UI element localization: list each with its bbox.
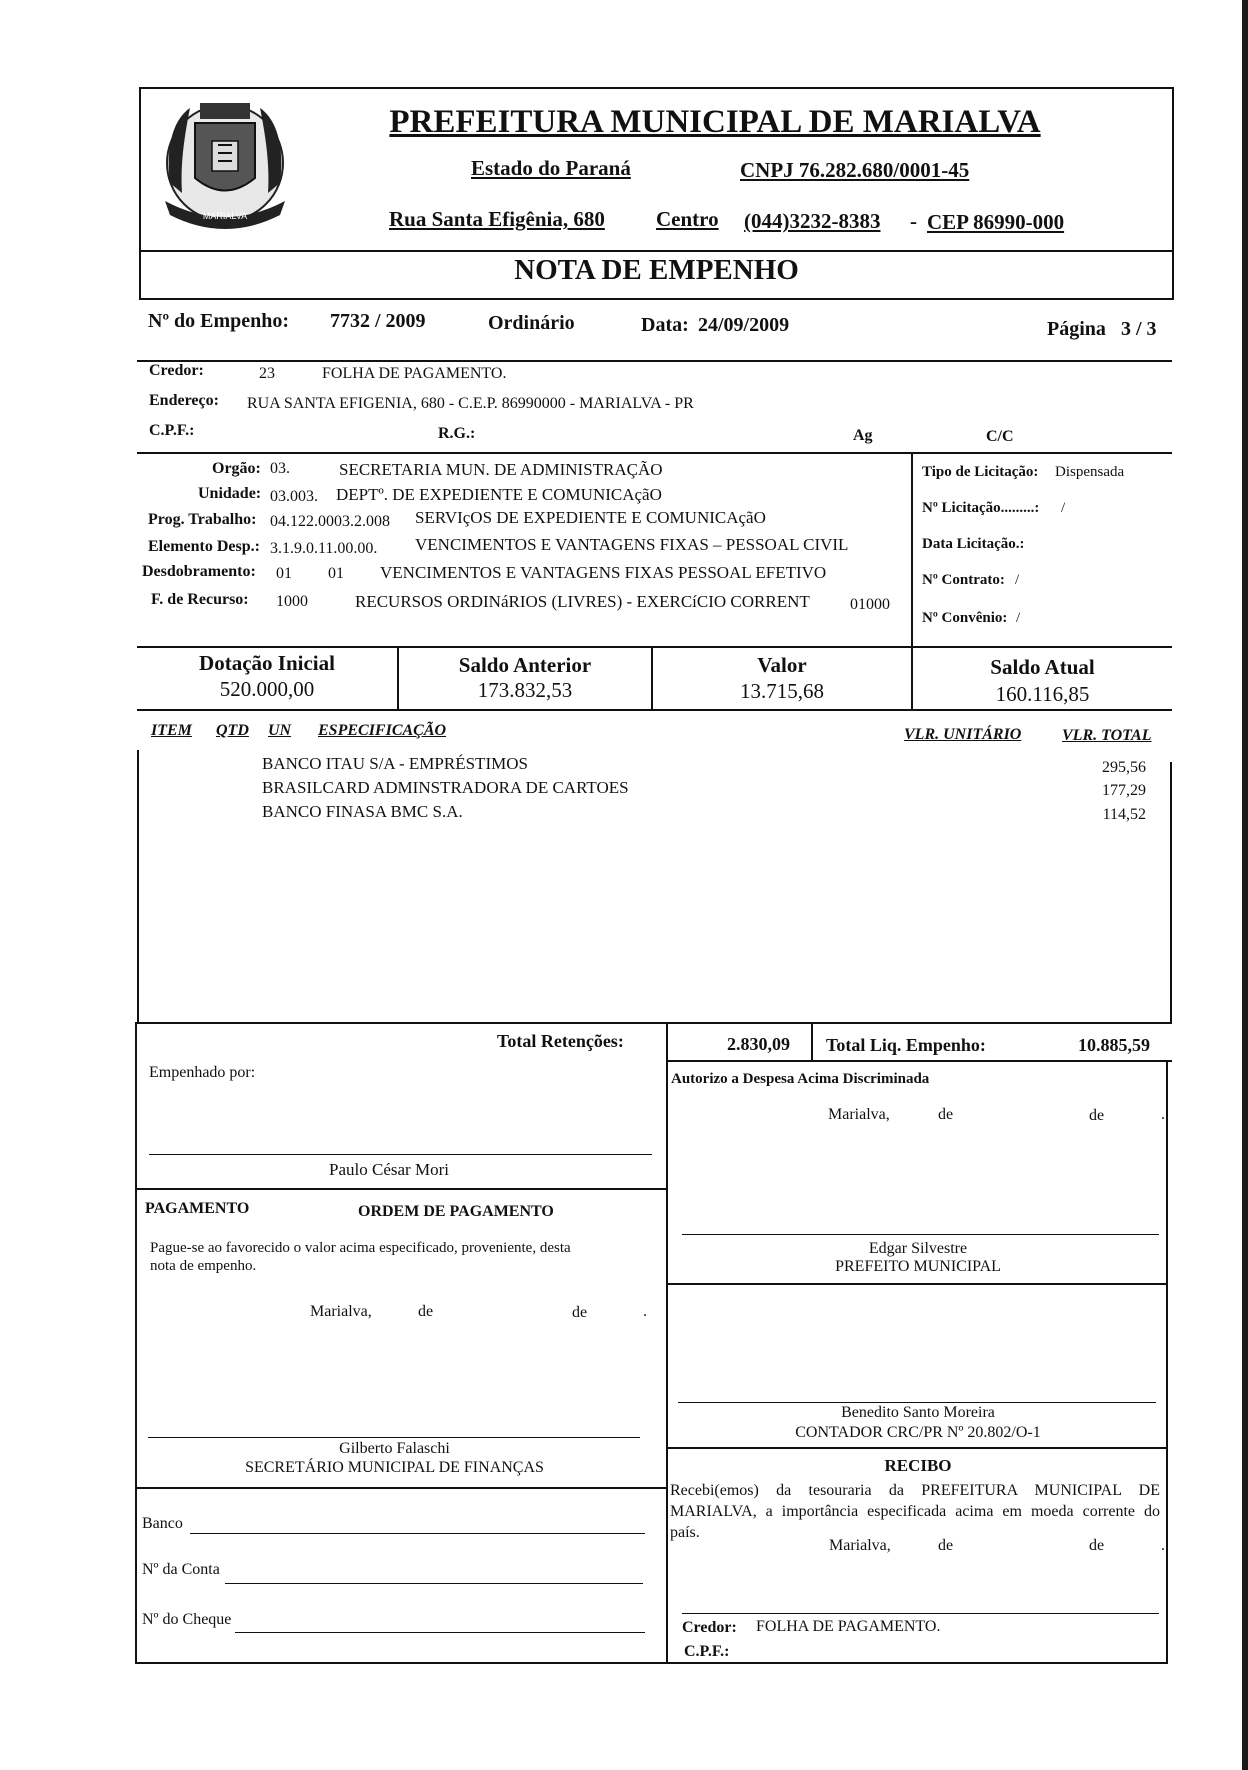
autorizo-de-1: de: [938, 1106, 954, 1123]
conta-label: Nº da Conta: [142, 1561, 220, 1578]
autorizo-title: Autorizo a Despesa Acima Discriminada: [671, 1071, 930, 1087]
financas-signature-line: [148, 1437, 640, 1438]
phone: (044)3232-8383: [744, 209, 881, 233]
financas-role: SECRETÁRIO MUNICIPAL DE FINANÇAS: [245, 1459, 544, 1476]
prefeitura-title: PREFEITURA MUNICIPAL DE MARIALVA: [389, 104, 1041, 140]
recibo-cpf-label: C.P.F.:: [684, 1643, 730, 1660]
info-divider: [137, 360, 1172, 362]
header-divider: [139, 250, 1174, 252]
recibo-text-line-2: MARIALVA, a importância especificada acima em moeda corrente do: [670, 1503, 1160, 1520]
recibo-de-2: de: [1089, 1537, 1105, 1554]
credor-code: 23: [259, 365, 275, 382]
cpf-label: C.P.F.:: [149, 422, 195, 439]
credor-label: Credor:: [149, 362, 204, 379]
recibo-signature-line: [682, 1613, 1159, 1614]
un-column-header: UN: [268, 722, 292, 739]
unit-value-column-header: VLR. UNITÁRIO: [904, 726, 1022, 743]
svg-text:MARIALVA: MARIALVA: [202, 211, 248, 221]
numero-licitacao-label: Nº Licitação.........:: [922, 500, 1040, 516]
totals-divider-2: [811, 1022, 813, 1060]
empenho-number: 7732 / 2009: [330, 310, 426, 332]
item-total: 295,56: [1102, 759, 1146, 776]
unidade-code: 03.003.: [270, 488, 318, 505]
date-label: Data:: [641, 314, 689, 336]
liquido-value: 10.885,59: [1078, 1035, 1150, 1055]
liquido-label: Total Liq. Empenho:: [826, 1035, 986, 1055]
cheque-label: Nº do Cheque: [142, 1611, 232, 1628]
ordem-pagamento-title: ORDEM DE PAGAMENTO: [358, 1203, 554, 1220]
bottom-left-border: [135, 1022, 137, 1664]
item-total: 114,52: [1102, 806, 1146, 823]
item-total: 177,29: [1102, 782, 1146, 799]
state-name: Estado do Paraná: [471, 156, 631, 180]
pagamento-text-line-2: nota de empenho.: [150, 1258, 257, 1274]
numero-licitacao-value: /: [1061, 500, 1066, 516]
recurso-desc: RECURSOS ORDINáRIOS (LIVRES) - EXERCíCIO CORRENT: [355, 592, 810, 611]
contador-role: CONTADOR CRC/PR Nº 20.802/O-1: [795, 1424, 1041, 1441]
banco-label: Banco: [142, 1515, 183, 1532]
empenhado-bottom-line: [135, 1188, 667, 1190]
cep: CEP 86990-000: [927, 210, 1065, 234]
scan-edge: [1242, 0, 1248, 1770]
banco-field-line[interactable]: [190, 1533, 645, 1534]
contrato-label: Nº Contrato:: [922, 572, 1005, 588]
saldo-atual-label: Saldo Atual: [990, 655, 1095, 679]
page-label: Página: [1047, 318, 1106, 340]
convenio-label: Nº Convênio:: [922, 610, 1008, 626]
empenhado-label: Empenhado por:: [149, 1064, 256, 1081]
recibo-title: RECIBO: [884, 1456, 952, 1475]
tipo-licitacao-value: Dispensada: [1055, 464, 1125, 480]
credor-divider: [137, 452, 1172, 454]
desdobramento-code-2: 01: [328, 565, 344, 582]
conta-field-line[interactable]: [225, 1583, 643, 1584]
elemento-desc: VENCIMENTOS E VANTAGENS FIXAS – PESSOAL CIVIL: [415, 535, 849, 554]
elemento-label: Elemento Desp.:: [148, 538, 260, 555]
rg-label: R.G.:: [438, 425, 476, 442]
totals-bottom-line: [668, 1060, 1172, 1062]
financas-bottom-line: [135, 1487, 667, 1489]
prefeito-signature-line: [682, 1234, 1159, 1235]
orgao-code: 03.: [270, 460, 290, 477]
qtd-column-header: QTD: [216, 722, 249, 739]
saldo-anterior-value: 173.832,53: [477, 678, 573, 702]
valor-value: 13.715,68: [740, 679, 824, 703]
endereco-label: Endereço:: [149, 392, 219, 409]
pagamento-de-2: de: [572, 1304, 588, 1321]
credor-name: FOLHA DE PAGAMENTO.: [322, 365, 507, 382]
ag-label: Ag: [853, 427, 873, 444]
orgao-label: Orgão:: [212, 460, 261, 477]
data-licitacao-label: Data Licitação.:: [922, 536, 1025, 552]
items-right-border: [1170, 762, 1172, 1024]
recibo-dot: .: [1161, 1537, 1165, 1554]
desdobramento-desc: VENCIMENTOS E VANTAGENS FIXAS PESSOAL EFETIVO: [380, 563, 827, 582]
page-number: 3 / 3: [1121, 318, 1157, 340]
total-value-column-header: VLR. TOTAL: [1062, 727, 1152, 744]
desdobramento-label: Desdobramento:: [142, 563, 256, 580]
unidade-label: Unidade:: [198, 485, 262, 502]
prog-trabalho-label: Prog. Trabalho:: [148, 511, 257, 528]
retencoes-value: 2.830,09: [727, 1034, 790, 1054]
prefeito-role: PREFEITO MUNICIPAL: [835, 1258, 1001, 1275]
autorizo-dot: .: [1161, 1106, 1165, 1123]
recibo-credor-label: Credor:: [682, 1619, 737, 1636]
empenho-type: Ordinário: [488, 312, 575, 334]
saldo-atual-value: 160.116,85: [995, 682, 1090, 706]
desdobramento-code-1: 01: [276, 565, 292, 582]
date-value: 24/09/2009: [698, 314, 790, 336]
retencoes-label: Total Retenções:: [497, 1031, 624, 1051]
contador-signature-line: [678, 1402, 1156, 1403]
autorizo-de-2: de: [1089, 1107, 1105, 1124]
recibo-city: Marialva,: [829, 1537, 891, 1554]
pagamento-label: PAGAMENTO: [145, 1200, 250, 1217]
recibo-text-line-3: país.: [670, 1524, 700, 1541]
saldo-anterior-label: Saldo Anterior: [458, 653, 592, 677]
dotacao-inicial-label: Dotação Inicial: [199, 651, 335, 675]
coat-of-arms-logo: [150, 93, 300, 243]
dotacao-inicial-value: 520.000,00: [219, 677, 315, 701]
totals-top-line: [137, 1022, 1172, 1024]
empenhado-name: Paulo César Mori: [329, 1160, 449, 1179]
address-separator: -: [910, 209, 917, 233]
item-description: BRASILCARD ADMINSTRADORA DE CARTOES: [262, 778, 629, 797]
spec-column-header: ESPECIFICAÇÃO: [318, 722, 447, 739]
recibo-de-1: de: [938, 1537, 954, 1554]
recurso-code: 1000: [276, 593, 308, 610]
pagamento-city: Marialva,: [310, 1303, 372, 1320]
prog-trabalho-code: 04.122.0003.2.008: [270, 513, 390, 530]
endereco-value: RUA SANTA EFIGENIA, 680 - C.E.P. 86990000 - MARIALVA - PR: [247, 395, 694, 412]
pagamento-text-line-1: Pague-se ao favorecido o valor acima especificado, proveniente, desta: [150, 1240, 571, 1256]
item-description: BANCO FINASA BMC S.A.: [262, 802, 463, 821]
prog-trabalho-desc: SERVIçOS DE EXPEDIENTE E COMUNICAçãO: [415, 508, 766, 527]
totals-divider-1: [666, 1022, 668, 1662]
contador-name: Benedito Santo Moreira: [841, 1404, 995, 1421]
convenio-value: /: [1016, 610, 1021, 626]
item-column-header: ITEM: [151, 722, 192, 739]
budget-vertical-divider: [911, 452, 913, 648]
autorizo-city: Marialva,: [828, 1106, 890, 1123]
empenhado-signature-line: [149, 1154, 652, 1155]
recibo-credor-value: FOLHA DE PAGAMENTO.: [756, 1618, 941, 1635]
document-title: NOTA DE EMPENHO: [514, 254, 799, 286]
orgao-desc: SECRETARIA MUN. DE ADMINISTRAÇÃO: [339, 460, 663, 479]
cc-label: C/C: [986, 428, 1014, 445]
cheque-field-line[interactable]: [235, 1632, 645, 1633]
elemento-code: 3.1.9.0.11.00.00.: [270, 540, 378, 557]
valor-label: Valor: [757, 653, 807, 677]
recurso-label: F. de Recurso:: [151, 591, 249, 608]
financas-name: Gilberto Falaschi: [339, 1440, 450, 1457]
street-address: Rua Santa Efigênia, 680: [389, 207, 605, 231]
bottom-right-border: [1166, 1060, 1168, 1664]
prefeito-name: Edgar Silvestre: [868, 1240, 968, 1257]
items-left-border: [137, 750, 139, 1024]
cnpj: CNPJ 76.282.680/0001-45: [740, 158, 970, 182]
pagamento-dot: .: [643, 1303, 647, 1320]
contrato-value: /: [1015, 572, 1020, 588]
contador-bottom-line: [668, 1447, 1168, 1449]
recibo-text-line-1: Recebi(emos) da tesouraria da PREFEITURA MUNICIPAL DE: [670, 1482, 1160, 1499]
recurso-code-2: 01000: [850, 596, 890, 613]
empenho-label: Nº do Empenho:: [148, 310, 290, 332]
bottom-frame-line: [135, 1662, 1168, 1664]
tipo-licitacao-label: Tipo de Licitação:: [922, 464, 1039, 480]
district: Centro: [656, 207, 719, 231]
item-description: BANCO ITAU S/A - EMPRÉSTIMOS: [262, 754, 528, 773]
saldos-bottom-line: [137, 709, 1172, 711]
prefeito-bottom-line: [668, 1283, 1168, 1285]
unidade-desc: DEPTº. DE EXPEDIENTE E COMUNICAçãO: [336, 485, 662, 504]
pagamento-de-1: de: [418, 1303, 434, 1320]
saldos-top-line: [137, 646, 1172, 648]
